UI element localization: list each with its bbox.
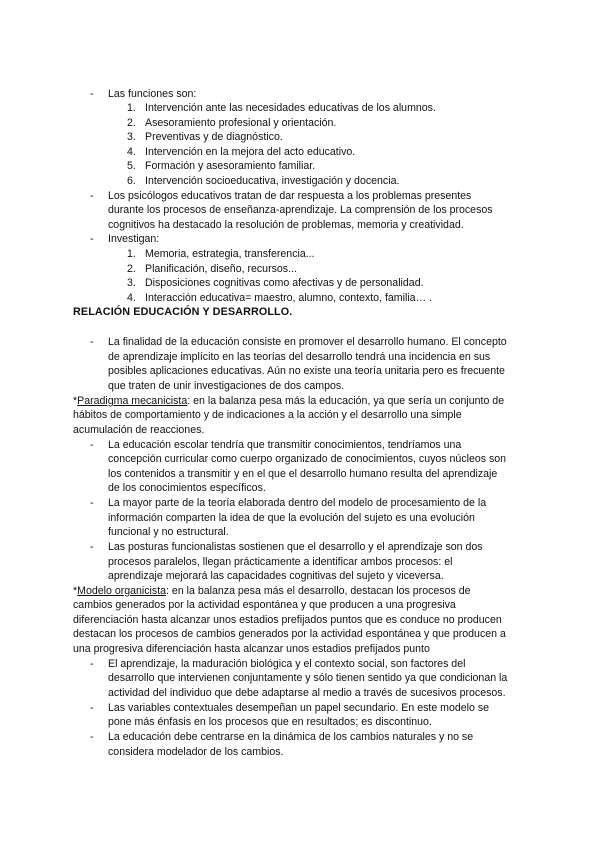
paragraph-line: procesos paralelos, llegan prácticamente a identificar ambos procesos: el (108, 556, 453, 568)
list-number: 4. (127, 292, 136, 304)
organicista-term: Modelo organicista (77, 585, 167, 597)
list-number: 2. (127, 117, 136, 129)
list-number: 2. (127, 263, 136, 275)
paragraph-line: Los psicólogos educativos tratan de dar respuesta a los problemas presentes (108, 190, 472, 202)
paragraph-line: Las posturas funcionalistas sostienen que el desarrollo y el aprendizaje son dos (108, 541, 483, 553)
bullet-dash: - (90, 658, 94, 670)
paragraph-line: acumulación de reacciones. (73, 424, 205, 436)
list-item: Asesoramiento profesional y orientación. (145, 117, 337, 129)
list-item: Planificación, diseño, recursos... (145, 263, 297, 275)
paragraph-line: cambios generados por la actividad espontánea y que producen a una progresiva (73, 599, 456, 611)
paragraph-line: de aprendizaje implícito en las teorías del desarrollo tendrá una incidencia en sus (108, 351, 491, 363)
bullet-dash: - (90, 190, 94, 202)
paragraph-line: aprendizaje mejorará las capacidades cognitivas del sujeto y viceversa. (108, 570, 444, 582)
list-number: 4. (127, 146, 136, 158)
list-item: Disposiciones cognitivas como afectivas y de personalidad. (145, 277, 424, 289)
paragraph-line: durante los procesos de enseñanza-aprendizaje. La comprensión de los procesos (108, 204, 493, 216)
list-item: Intervención ante las necesidades educativas de los alumnos. (145, 102, 436, 114)
funciones-lead: Las funciones son: (108, 88, 197, 100)
list-item: Memoria, estrategia, transferencia... (145, 248, 315, 260)
section-heading: RELACIÓN EDUCACIÓN Y DESARROLLO. (73, 306, 293, 318)
list-item: Formación y asesoramiento familiar. (145, 160, 316, 172)
paragraph-line: posibles aplicaciones educativas. Aún no existe una teoría unitaria pero es frecuente (108, 365, 505, 377)
list-item: Intervención en la mejora del acto educativo. (145, 146, 356, 158)
bullet-dash: - (90, 702, 94, 714)
list-item: Intervención socioeducativa, investigación y docencia. (145, 175, 400, 187)
paragraph-line: los contenidos a transmitir y en el que el desarrollo humano resulta del aprendizaje (108, 468, 498, 480)
list-item: Preventivas y de diagnóstico. (145, 131, 283, 143)
paragraph-line: considera modelador de los cambios. (108, 746, 284, 758)
paragraph-line: La finalidad de la educación consiste en promover el desarrollo humano. El concepto (108, 336, 507, 348)
mecanicista-first-line (73, 394, 504, 408)
investigan-lead: Investigan: (108, 233, 160, 245)
paragraph-line: La educación escolar tendría que transmitir conocimientos, tendríamos una (108, 439, 462, 451)
bullet-dash: - (90, 497, 94, 509)
paragraph-line: cognitivos ha destacado la resolución de problemas, memoria y creatividad. (108, 219, 464, 231)
paragraph-line: pone más énfasis en los procesos que en resultados; es discontinuo. (108, 716, 432, 728)
paragraph-line: información comparten la idea de que la evolución del sujeto es una evolución (108, 512, 475, 524)
asterisk-prefix: * (73, 395, 78, 407)
list-number: 3. (127, 131, 136, 143)
bullet-dash: - (90, 88, 94, 100)
mecanicista-term: Paradigma mecanicista (77, 395, 188, 407)
list-number: 5. (127, 160, 136, 172)
list-number: 6. (127, 175, 136, 187)
paragraph-line: actividad del individuo que debe adaptarse al medio a través de sucesivos procesos. (108, 687, 506, 699)
paragraph-line: Las variables contextuales desempeñan un papel secundario. En este modelo se (108, 702, 490, 714)
paragraph-line: destacan los procesos de cambios generados por la actividad espontánea y que producen a (73, 628, 506, 640)
list-number: 1. (127, 248, 136, 260)
list-item: Interacción educativa= maestro, alumno, contexto, familia… . (145, 292, 433, 304)
organicista-first-line (73, 584, 471, 598)
paragraph-line: La mayor parte de la teoría elaborada dentro del modelo de procesamiento de la (108, 497, 487, 509)
paragraph-line: que traten de unir investigaciones de dos campos. (108, 380, 345, 392)
paragraph-line: La educación debe centrarse en la dinámica de los cambios naturales y no se (108, 731, 474, 743)
paragraph-line: una progresiva diferenciación hasta alcanzar unos estadios prefijados punto (73, 643, 430, 655)
list-number: 3. (127, 277, 136, 289)
bullet-dash: - (90, 233, 94, 245)
paragraph-line: concepción curricular como cuerpo organizado de conocimientos, cuyos núcleos son (108, 453, 507, 465)
paragraph-line: : en la balanza pesa más la educación, ya que sería un conjunto de (187, 395, 505, 407)
bullet-dash: - (90, 439, 94, 451)
asterisk-prefix: * (73, 585, 78, 597)
bullet-dash: - (90, 731, 94, 743)
paragraph-line: de los conocimientos específicos. (108, 482, 266, 494)
list-number: 1. (127, 102, 136, 114)
paragraph-line: hábitos de comportamiento y de indicaciones a la acción y el desarrollo una simple (73, 409, 462, 421)
paragraph-line: : en la balanza pesa más el desarrollo, destacan los procesos de (166, 585, 471, 597)
paragraph-line: desarrollo que intervienen conjuntamente y sólo tienen sentido ya que condicionan la (108, 672, 508, 684)
paragraph-line: El aprendizaje, la maduración biológica y el contexto social, son factores del (108, 658, 466, 670)
paragraph-line: diferenciación hasta alcanzar unos estadios prefijados puntos que es conduce no producen (73, 614, 502, 626)
paragraph-line: funcional y no estructural. (108, 526, 229, 538)
bullet-dash: - (90, 336, 94, 348)
bullet-dash: - (90, 541, 94, 553)
